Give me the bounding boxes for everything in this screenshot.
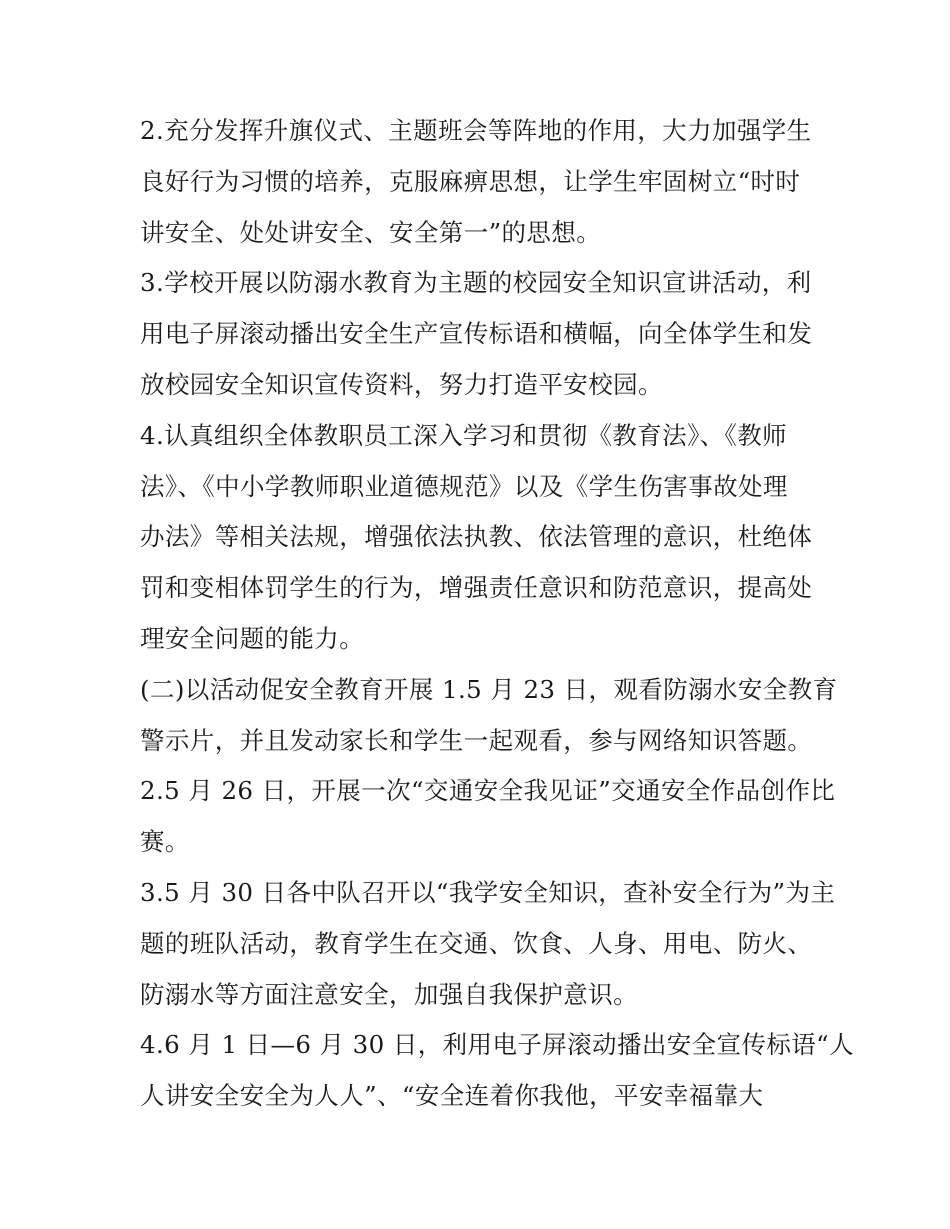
document-body bbox=[140, 106, 854, 1122]
text-line: 良好行为习惯的培养，克服麻痹思想，让学生牢固树立“时时 bbox=[140, 166, 801, 196]
text-line: 用电子屏滚动播出安全生产宣传标语和横幅，向全体学生和发 bbox=[140, 319, 813, 349]
text-line: 罚和变相体罚学生的行为，增强责任意识和防范意识，提高处 bbox=[140, 573, 813, 603]
text-line: 2.5 月 26 日，开展一次“交通安全我见证”交通安全作品创作比 bbox=[140, 776, 836, 806]
text-line: 放校园安全知识宣传资料，努力打造平安校园。 bbox=[140, 369, 663, 399]
text-line: 2.充分发挥升旗仪式、主题班会等阵地的作用，大力加强学生 bbox=[140, 116, 812, 145]
text-line: (二)以活动促安全教育开展 1.5 月 23 日，观看防溺水安全教育 bbox=[140, 674, 838, 704]
text-line: 4.6 月 1 日—6 月 30 日，利用电子屏滚动播出安全宣传标语“人 bbox=[140, 1030, 854, 1060]
text-line: 赛。 bbox=[140, 827, 190, 857]
text-line: 警示片，并且发动家长和学生一起观看，参与网络知识答题。 bbox=[140, 725, 813, 755]
text-line: 3.5 月 30 日各中队召开以“我学安全知识，查补安全行为”为主 bbox=[140, 877, 836, 907]
text-line: 讲安全、处处讲安全、安全第一”的思想。 bbox=[140, 217, 602, 247]
text-line: 3.学校开展以防溺水教育为主题的校园安全知识宣讲活动，利 bbox=[140, 268, 812, 298]
text-line: 办法》等相关法规，增强依法执教、依法管理的意识，杜绝体 bbox=[140, 522, 813, 552]
text-line: 防溺水等方面注意安全，加强自我保护意识。 bbox=[140, 979, 638, 1009]
text-line: 人讲安全安全为人人”、“安全连着你我他，平安幸福靠大 bbox=[140, 1081, 764, 1111]
text-line: 题的班队活动，教育学生在交通、饮食、人身、用电、防火、 bbox=[140, 928, 813, 958]
text-line: 理安全问题的能力。 bbox=[140, 623, 365, 653]
text-line: 4.认真组织全体教职员工深入学习和贯彻《教育法》、《教师 bbox=[140, 420, 788, 450]
text-line: 法》、《中小学教师职业道德规范》以及《学生伤害事故处理 bbox=[140, 471, 788, 501]
